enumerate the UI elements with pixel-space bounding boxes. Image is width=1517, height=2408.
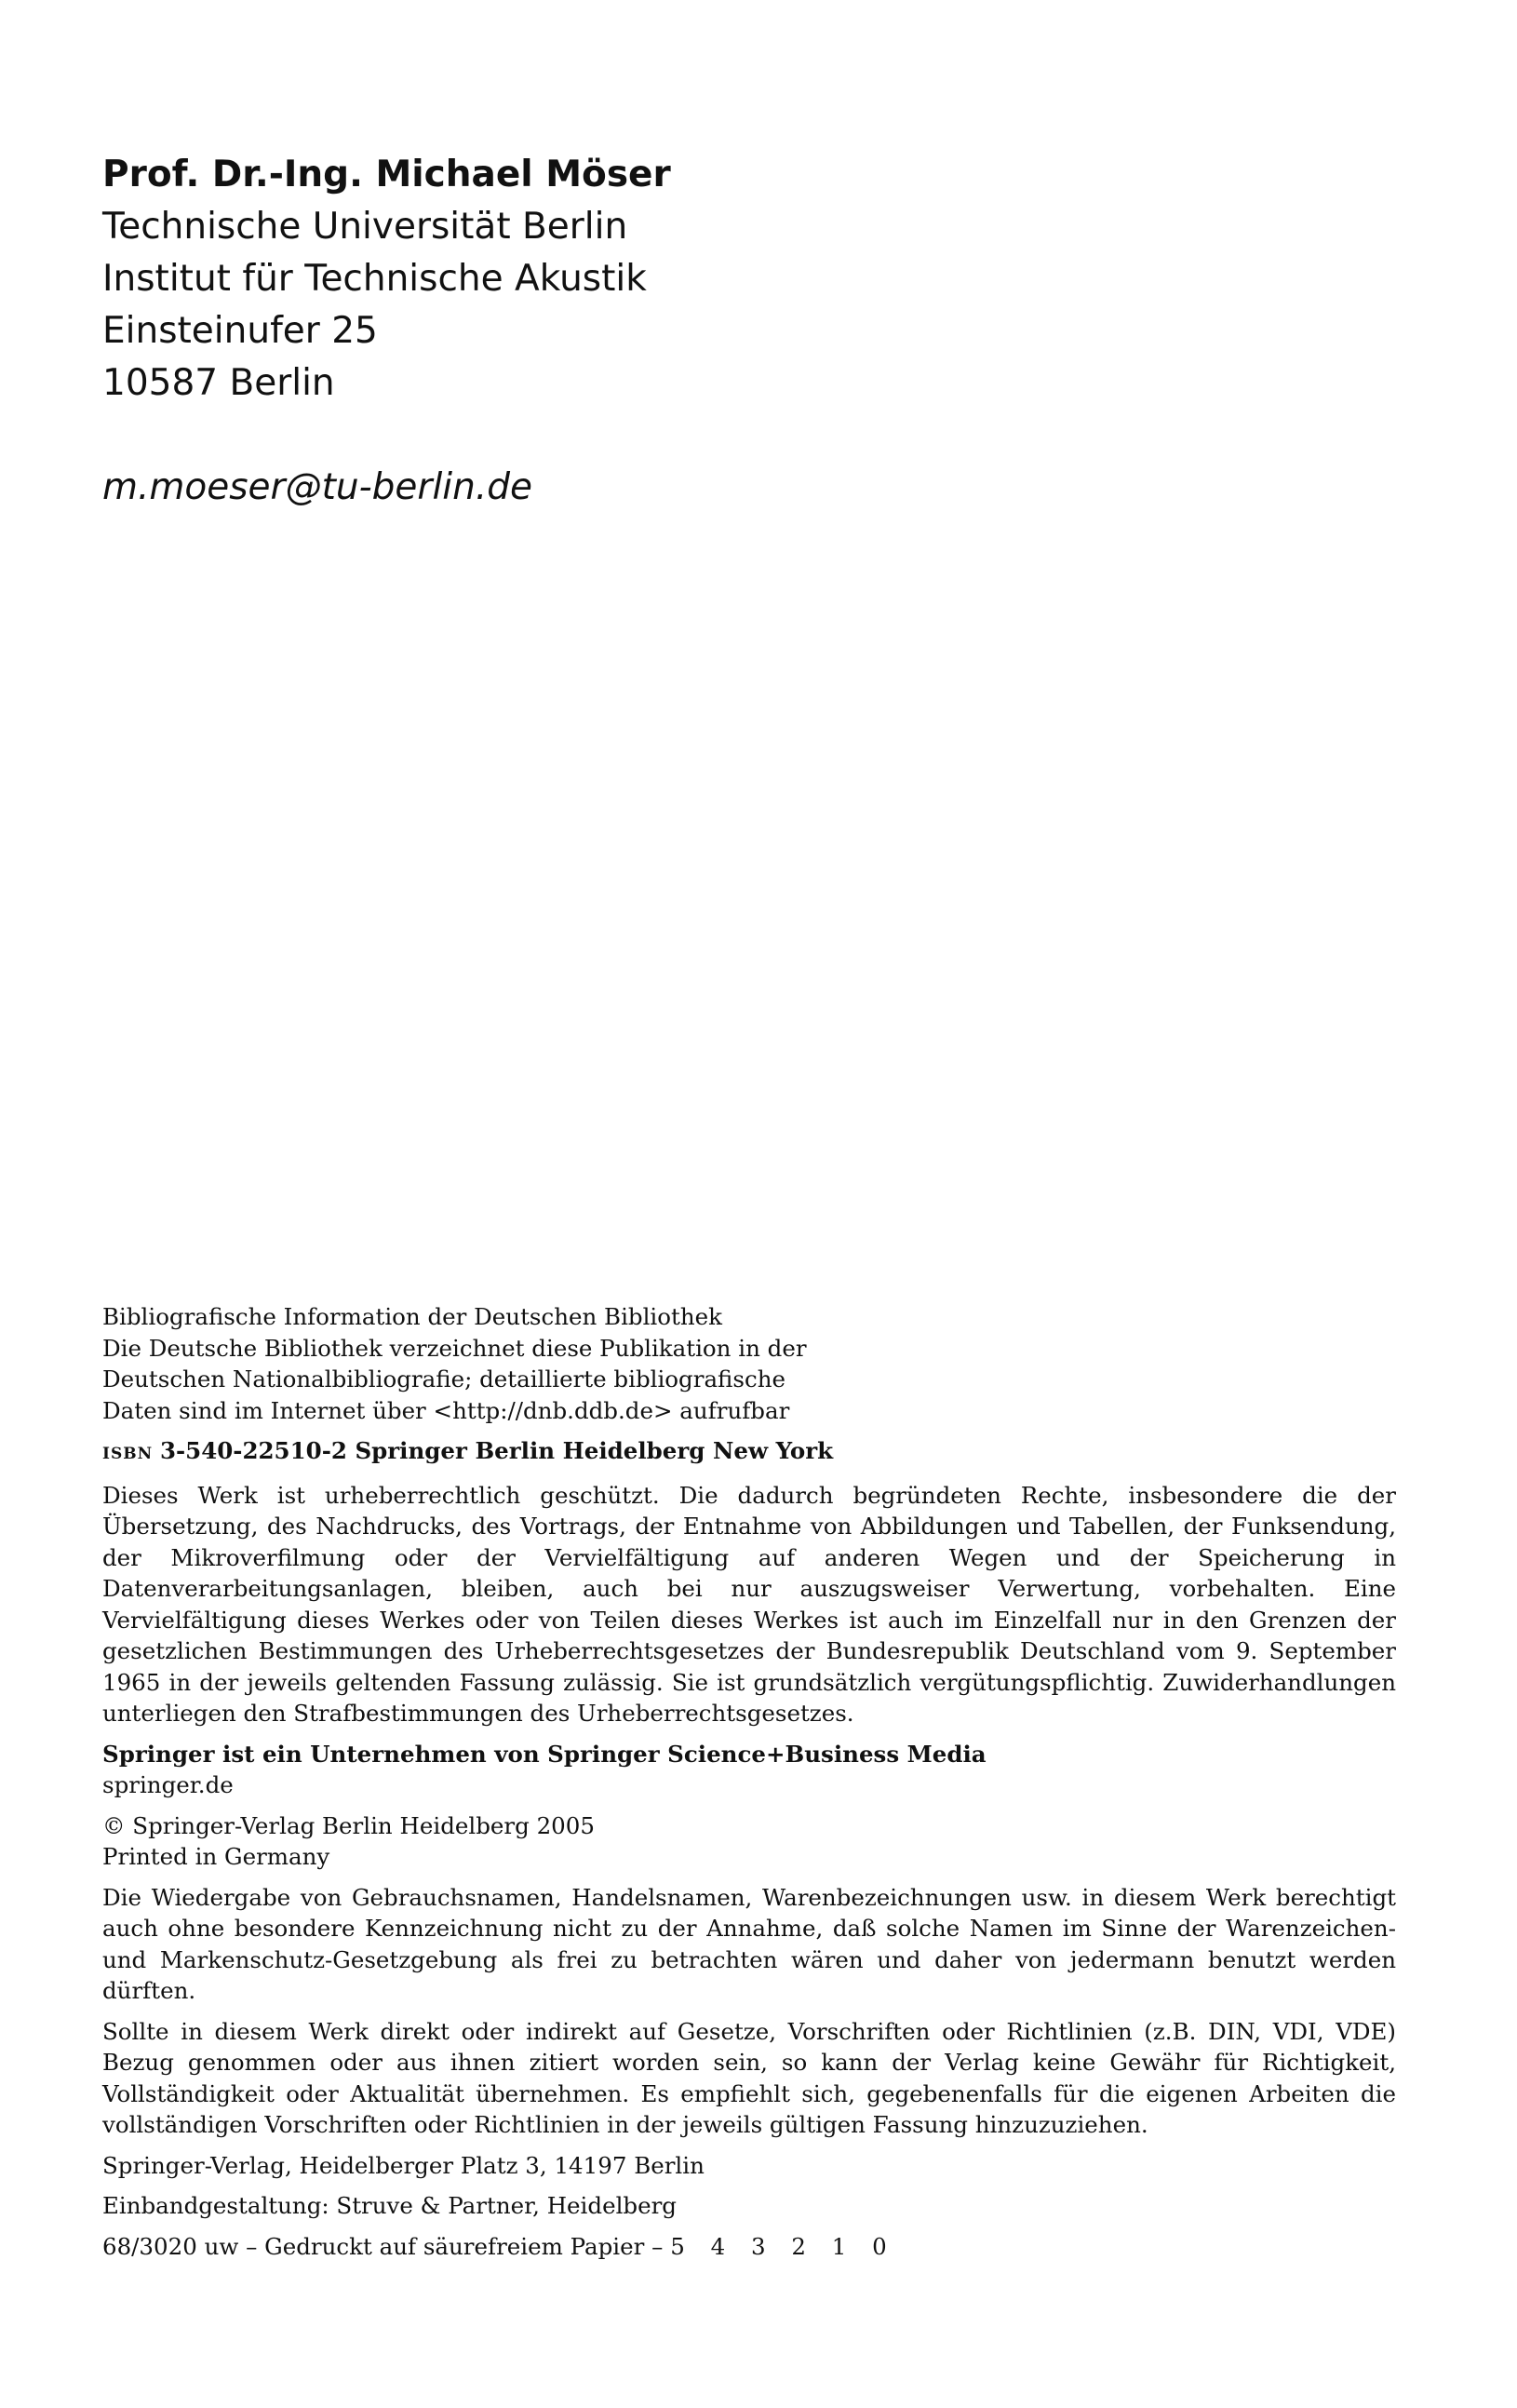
- publisher-statement: Springer ist ein Unternehmen von Springer Science+Business Media: [102, 1740, 987, 1768]
- cip-line: Bibliografische Information der Deutschen Bibliothek: [102, 1303, 722, 1330]
- publisher-block: [102, 1739, 1396, 1801]
- print-info-line: [102, 2231, 1396, 2263]
- cip-line: Deutschen Nationalbibliografie; detaillierte bibliografische: [102, 1365, 785, 1392]
- printed-in: Printed in Germany: [102, 1843, 330, 1870]
- author-block: [102, 149, 671, 514]
- isbn-line: [102, 1435, 1396, 1471]
- address-line-street: Einsteinufer 25: [102, 310, 378, 352]
- cip-line: Die Deutsche Bibliothek verzeichnet diese Publikation in der: [102, 1334, 807, 1362]
- print-run: 5 4 3 2 1 0: [670, 2232, 896, 2260]
- publisher-address: Springer-Verlag, Heidelberger Platz 3, 14197 Berlin: [102, 2151, 705, 2179]
- copyright-line: © Springer-Verlag Berlin Heidelberg 2005: [102, 1811, 595, 1839]
- copyright-block: [102, 1810, 1396, 1873]
- author-name: Prof. Dr.-Ing. Michael Möser: [102, 154, 671, 195]
- address-line-institute: Institut für Technische Akustik: [102, 258, 647, 300]
- print-info: 68/3020 uw – Gedruckt auf säurefreiem Papier –: [102, 2232, 664, 2260]
- copyright-notice: Dieses Werk ist urheberrechtlich geschützt. Die dadurch begründeten Rechte, insbesondere die der Übersetzung, des Nachdrucks, des Vortrags, der Entnahme von Abbildungen und Tabellen, der Funksendung, der Mikroverfilmung oder der Vervielfältigung auf anderen Wegen und der Speicherung in Datenverarbeitungsanlagen, bleiben, auch bei nur auszugsweiser Verwertung, vorbehalten. Eine Vervielfältigung dieses Werkes oder von Teilen dieses Werkes ist auch im Einzelfall nur in den Grenzen der gesetzlichen Bestimmungen des Urheberrechtsgesetzes der Bundesrepublik Deutschland vom 9. September 1965 in der jeweils geltenden Fassung zulässig. Sie ist grundsätzlich vergütungspflichtig. Zuwiderhandlungen unterliegen den Strafbestimmungen des Urheberrechtsgesetzes.: [102, 1481, 1396, 1727]
- address-line-university: Technische Universität Berlin: [102, 206, 628, 248]
- publisher-site: springer.de: [102, 1771, 234, 1798]
- cip-line: Daten sind im Internet über <http://dnb.ddb.de> aufrufbar: [102, 1396, 790, 1424]
- isbn-text: 3-540-22510-2 Springer Berlin Heidelberg New York: [159, 1437, 834, 1464]
- liability-notice: Sollte in diesem Werk direkt oder indirekt auf Gesetze, Vorschriften oder Richtlinien (z.B. DIN, VDI, VDE) Bezug genommen oder aus ihnen zitiert worden sein, so kann der Verlag keine Gewähr für Richtigkeit, Vollständigkeit oder Aktualität übernehmen. Es empfiehlt sich, gegebenenfalls für die eigenen Arbeiten die vollständigen Vorschriften oder Richtlinien in der jeweils gültigen Fassung hinzuzuziehen.: [102, 2017, 1396, 2138]
- trademark-notice: Die Wiedergabe von Gebrauchsnamen, Handelsnamen, Warenbezeichnungen usw. in diesem Werk berechtigt auch ohne besondere Kennzeichnung nicht zu der Annahme, daß solche Namen im Sinne der Warenzeichen- und Markenschutz-Gesetzgebung als frei zu betrachten wären und daher von jedermann benutzt werden dürften.: [102, 1883, 1396, 2004]
- cover-design: Einbandgestaltung: Struve & Partner, Heidelberg: [102, 2192, 677, 2219]
- isbn-label: ISBN: [102, 1445, 154, 1463]
- imprint-block: [102, 1301, 1396, 2271]
- author-email: m.moeser@tu-berlin.de: [102, 466, 532, 508]
- cip-record: [102, 1301, 1396, 1426]
- address-line-city: 10587 Berlin: [102, 362, 335, 404]
